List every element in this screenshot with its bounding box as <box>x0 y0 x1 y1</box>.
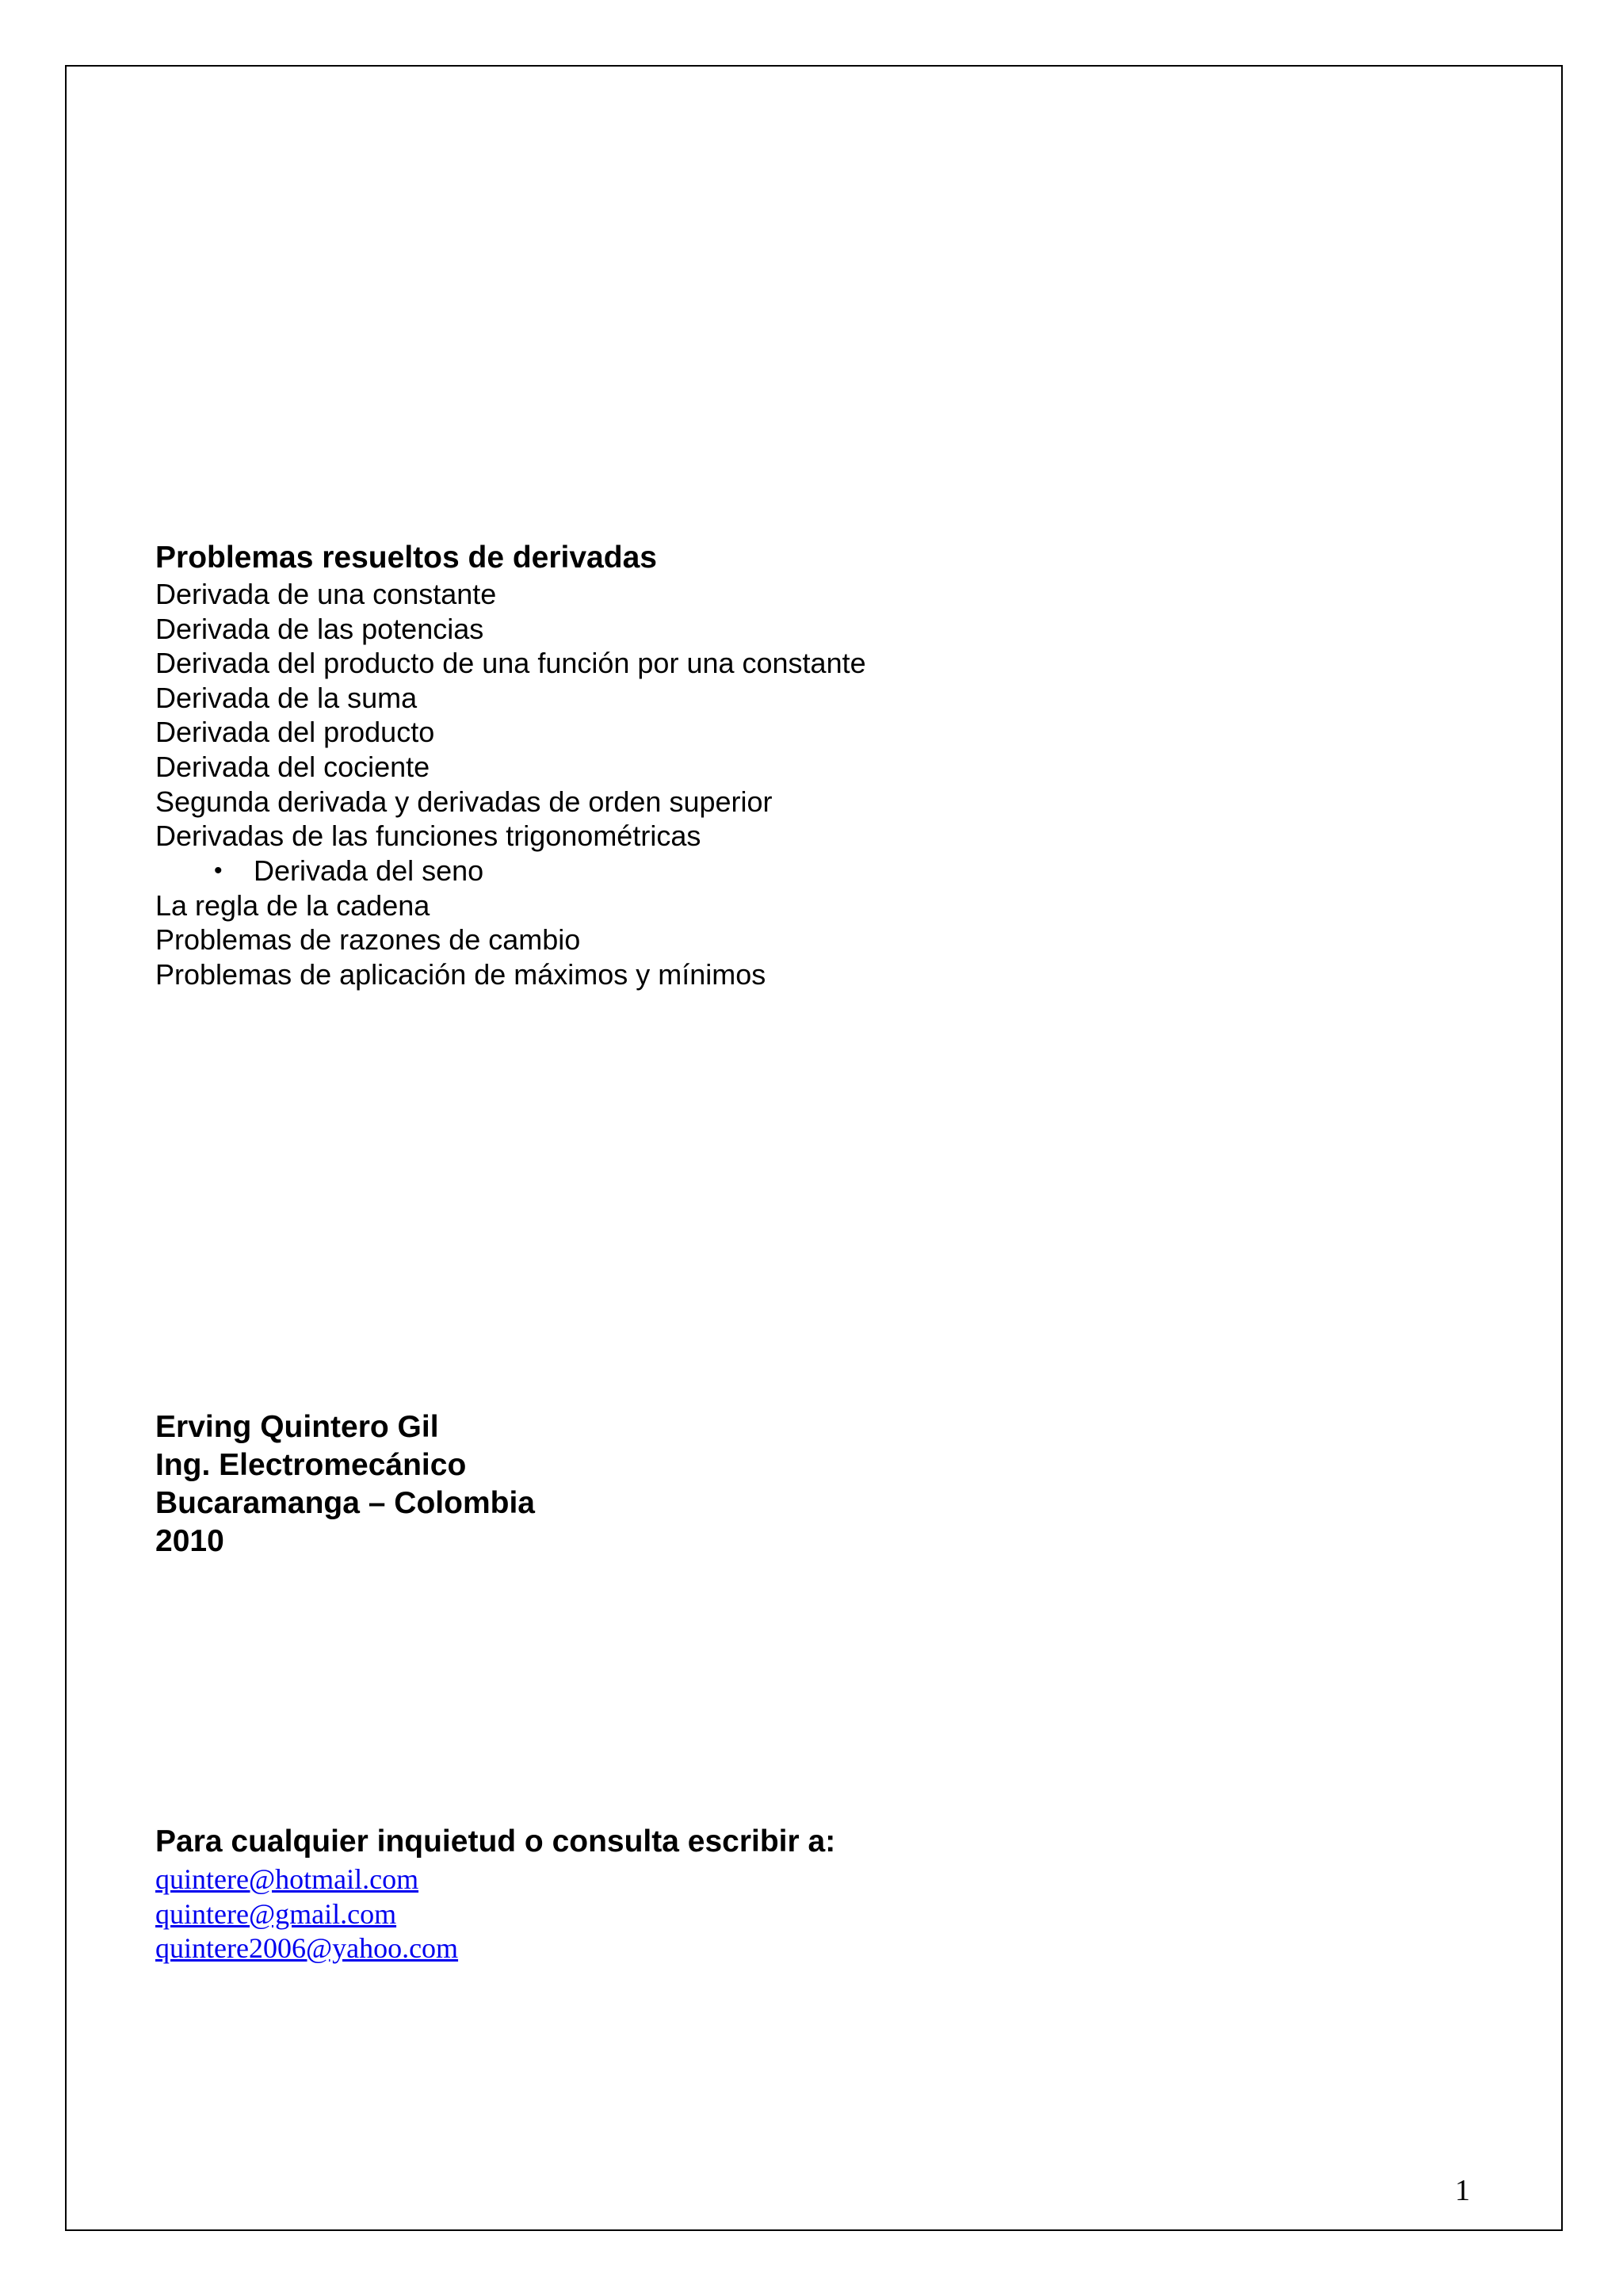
author-block <box>155 1408 535 1561</box>
toc-item: La regla de la cadena <box>155 888 430 922</box>
author-location: Bucaramanga – Colombia <box>155 1486 535 1520</box>
toc-item: Derivadas de las funciones trigonométricas <box>155 819 701 853</box>
publication-year: 2010 <box>155 1524 224 1558</box>
toc-item: Segunda derivada y derivadas de orden superior <box>155 785 773 818</box>
toc-item: Derivada del producto de una función por una constante <box>155 647 866 680</box>
toc-subitem <box>155 854 1344 888</box>
contact-block <box>155 1824 835 1966</box>
toc-subitem-label: Derivada del seno <box>254 854 484 887</box>
author-profession: Ing. Electromecánico <box>155 1448 467 1482</box>
toc-item: Problemas de aplicación de máximos y mínimos <box>155 957 766 991</box>
toc-list <box>155 577 1344 854</box>
email-link-gmail[interactable]: quintere@gmail.com <box>155 1897 397 1930</box>
toc-item: Derivada del cociente <box>155 750 430 783</box>
email-link-yahoo[interactable]: quintere2006@yahoo.com <box>155 1932 459 1964</box>
email-list <box>155 1862 835 1966</box>
table-of-contents <box>155 541 1344 992</box>
toc-item: Derivada del producto <box>155 716 435 749</box>
toc-item: Problemas de razones de cambio <box>155 923 581 957</box>
document-title: Problemas resueltos de derivadas <box>155 541 657 575</box>
toc-item: Derivada de la suma <box>155 681 418 714</box>
contact-heading: Para cualquier inquietud o consulta escribir a: <box>155 1824 836 1859</box>
page-number: 1 <box>1455 2174 1470 2207</box>
toc-item: Derivada de una constante <box>155 578 497 610</box>
toc-item: Derivada de las potencias <box>155 612 484 645</box>
email-link-hotmail[interactable]: quintere@hotmail.com <box>155 1863 419 1895</box>
author-name: Erving Quintero Gil <box>155 1410 439 1444</box>
toc-sublist <box>155 854 1344 888</box>
toc-list-continued <box>155 888 1344 992</box>
bullet-icon: • <box>214 857 223 884</box>
